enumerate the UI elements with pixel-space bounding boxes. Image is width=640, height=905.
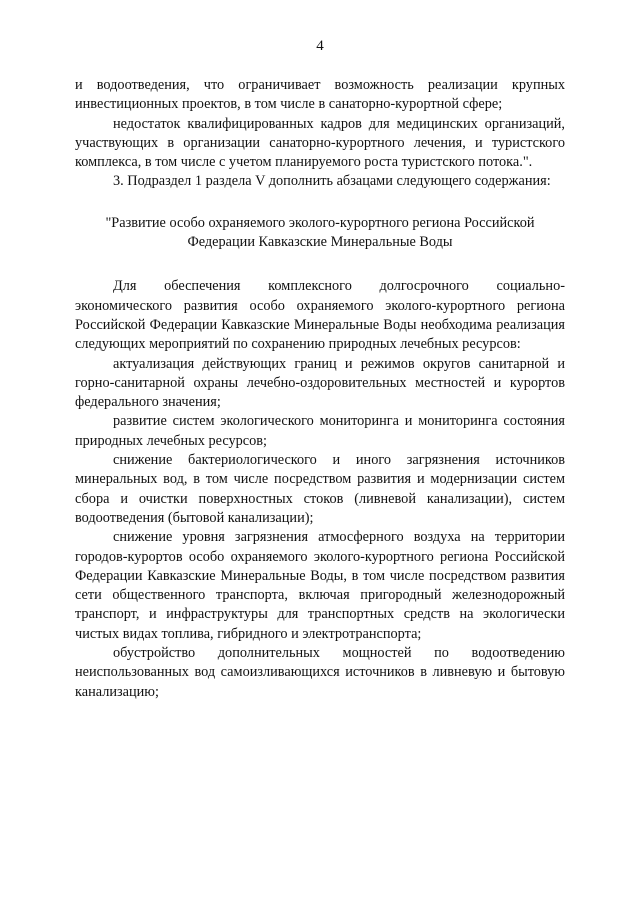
list-item-monitoring: развитие систем экологического мониторинга и мониторинга состояния природных лечебных ресурсов;: [75, 413, 565, 449]
paragraph-continuation: и водоотведения, что ограничивает возможность реализации крупных инвестиционных проектов, в том числе в санаторно-курортной сфере;: [75, 77, 565, 113]
page-number: 4: [316, 38, 324, 54]
paragraph-intro: Для обеспечения комплексного долгосрочного социально-экономического развития особо охраняемого эколого-курортного региона Российской Федерации Кавказские Минеральные Воды необходима реализация следующих мероприятий по сохранению природных лечебных ресурсов:: [75, 278, 565, 353]
list-item-water-pollution: снижение бактериологического и иного загрязнения источников минеральных вод, в том числе посредством развития и модернизации систем сбора и очистки поверхностных стоков (ливневой канализации), систем водоотведения (бытовой канализации);: [75, 452, 565, 526]
paragraph-staff-shortage: недостаток квалифицированных кадров для медицинских организаций, участвующих в организации санаторно-курортного лечения, и туристского комплекса, в том числе с учетом планируемого роста туристского потока.".: [75, 115, 565, 171]
document-body: [75, 76, 565, 702]
section-heading: "Развитие особо охраняемого эколого-курортного региона Российской Федерации Кавказские Минеральные Воды: [105, 214, 535, 251]
list-item-drainage: обустройство дополнительных мощностей по водоотведению неиспользованных вод самоизливающихся источников в ливневую и бытовую канализацию;: [75, 645, 565, 700]
paragraph-amendment-instruction: 3. Подраздел 1 раздела V дополнить абзацами следующего содержания:: [113, 173, 551, 190]
list-item-air-pollution: снижение уровня загрязнения атмосферного воздуха на территории городов-курортов особо охраняемого эколого-курортного региона Российской Федерации Кавказские Минеральные Воды, в том числе посредством развития сети общественного транспорта, включая пригородный железнодорожный транспорт, и инфраструктуры для транспортных средств на экологически чистых видах топлива, гибридного и электротранспорта;: [75, 529, 565, 642]
list-item-boundaries: актуализация действующих границ и режимов округов санитарной и горно-санитарной охраны лечебно-оздоровительных местностей и курортов федерального значения;: [75, 355, 565, 411]
